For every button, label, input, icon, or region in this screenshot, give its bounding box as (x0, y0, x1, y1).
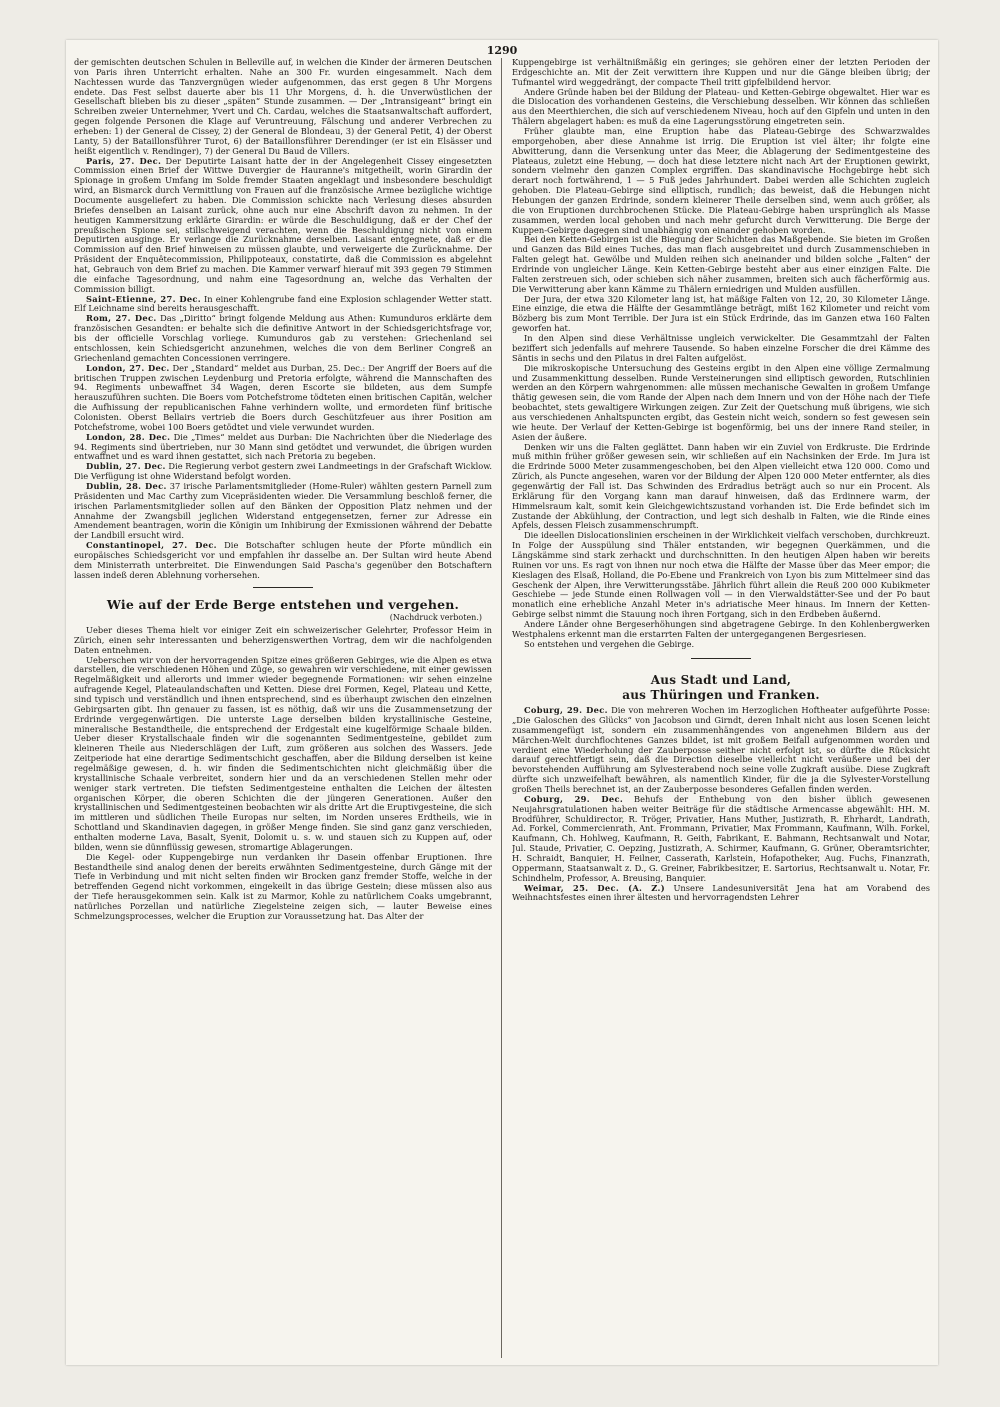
left-column (74, 58, 492, 1358)
article-paragraph: So entstehen und vergehen die Gebirge. (524, 638, 695, 649)
paragraph-text: Unsere Landesuniversität Jena hat am Vorabend des Weihnachtsfestes einen ihrer ältesten und hervorragendsten Lehrer (512, 882, 930, 903)
article-paragraph: Andere Länder ohne Bergeserhöhungen sind abgetragene Gebirge. In den Kohlenbergwerken Westphalens erkennt man die erstarrten Falten der untergegangenen Bergesriesen. (512, 618, 930, 639)
news-paragraph (74, 364, 492, 433)
article-paragraph: Früher glaubte man, eine Eruption habe das Plateau-Gebirge des Schwarzwaldes emporgehoben, aber diese Annahme ist irrig. Die Eruption ist viel älter; ihr folgte eine Abwitterung, dann die Versenkung unter das Meer, die Ablagerung der Sedimentgesteine des Plateaus, zuletzt eine Hebung, — doch hat diese letztere nicht nach Art der Eruptionen gewirkt, sondern vielmehr den ganzen Complex ergriffen. Das skandinavische Hochgebirge hebt sich derart noch fortwährend, 1 — 5 Fuß jedes Jahrhundert. Dabei werden alle Schichten zugleich gehoben. Die Plateau-Gebirge sind elliptisch, rundlich; das beweist, daß die Hebungen nicht Hebungen der ganzen Erdrinde, sondern kleinerer Theile derselben sind, wenn auch größer, als die von Eruptionen durchbrochenen Stücke. Die Plateau-Gebirge haben ursprünglich als Masse zusammen, werden local gehoben und nach mehr gefurcht durch Verwitterung. Die Berge der Kuppen-Gebirge dagegen sind unabhängig von einander gehoben worden. (512, 126, 930, 235)
article-paragraph: Andere Gründe haben bei der Bildung der Plateau- und Ketten-Gebirge obgewaltet. Hier war es die Dislocation des vorhandenen Gesteins, die Verschiebung desselben. Wir können das schließen aus den Meerthierchen, die sich auf verschiedenem Niveau, hoch auf den Gipfeln und unten in den Thälern abgelagert haben: es muß da eine Lagerungsstörung eingetreten sein. (512, 86, 930, 127)
paragraph-text: Behufs der Enthebung von den bisher üblich gewesenen Neujahrsgratulationen haben weiter Beiträge für die städtische Armencasse abgewählt: HH. M. Brodführer, Schuldirector, R. Tröger, Privatier, Hans Muther, Justizrath, R. Ehrhardt, Landrath, Ad. Forkel, Commercienrath, Ant. Frommann, Privatier, Max Frommann, Kaufmann, Wilh. Forkel, Kaufmann, Ch. Hohlweg, Kaufmann, R. Geith, Fabrikant, E. Bahmann, Rechtsanwalt und Notar, Jul. Staude, Privatier, C. Oepzing, Justizrath, A. Schirmer, Kaufmann, G. Grüner, Oberamtsrichter, H. Schraidt, Banquier, H. Feilner, Casserath, Karlstein, Hofapotheker, Aug. Fuchs, Finanzrath, Oppermann, Staatsanwalt z. D., G. Greiner, Fabrikbesitzer, E. Sartorius, Rechtsanwalt u. Notar, Fr. Schindhelm, Professor, A. Breusing, Banquier. (512, 793, 930, 883)
page-number: 1290 (486, 44, 518, 57)
article-body (74, 626, 492, 922)
newspaper-page (66, 40, 938, 1365)
news-paragraph (74, 58, 492, 157)
dateline: Constantinopel, 27. Dec. (86, 540, 217, 551)
article-paragraph: Die mikroskopische Untersuchung des Gesteins ergibt in den Alpen eine völlige Zermalmung und Zusammenkittung desselben. Runde Versteinerungen sind elliptisch geworden, Rutschlinien werden an den Körpern wahrgenommen: alle müssen mechanische Gewalten in großem Umfange thätig gewesen sein, die vom Rande der Alpen nach dem Innern und von der Höhe nach der Tiefe beobachtet, stets gewaltigere Wirkungen zeigen. Zur Zeit der Quetschung muß übrigens, wie sich aus verschiedenen Anhaltspuncten ergibt, das Gestein nicht weich, sondern so fest gewesen sein wie heute. Der Verlauf der Ketten-Gebirge ist bogenförmig, bei uns der innere Rand steiler, in Asien der äußere. (512, 362, 930, 442)
section-title: Aus Stadt und Land, (650, 672, 792, 687)
dateline: London, 27. Dec. (86, 362, 170, 373)
local-news-paragraph (512, 706, 930, 795)
news-paragraph (74, 314, 492, 363)
article-paragraph: Der Jura, der etwa 320 Kilometer lang ist, hat mäßige Falten von 12, 20, 30 Kilometer Länge. Eine einzige, die etwa die Hälfte der Gesammtlänge beträgt, mißt 162 Kilometer und reicht vom Bözberg bis zum Mont Terrible. Der Jura ist ein Stück Erdrinde, das im Ganzen etwa 160 Falten geworfen hat. (512, 293, 930, 334)
article-paragraph: Denken wir uns die Falten geglättet. Dann haben wir ein Zuviel von Erdkruste. Die Erdrinde muß mithin früher größer gewesen sein, wir schließen auf ein Nachsinken der Erde. Im Jura ist die Erdrinde 5000 Meter zusammengeschoben, bei den Alpen vielleicht etwa 120 000. Como und Zürich, als Puncte angesehen, waren vor der Bildung der Alpen 120 000 Meter entfernter, als dies gegenwärtig der Fall ist. Das Schwinden des Erdradius beträgt auch so nur ein Procent. Als Erklärung für den Vorgang kann man darauf hinweisen, daß das Erdinnere warm, der Himmelsraum kalt, somit kein Gleichgewichtszustand vorhanden ist. Die Erde befindet sich im Zustande der Abkühlung, der Contraction, und legt sich deshalb in Falten, wie die Rinde eines Apfels, dessen Fleisch zusammenschrumpft. (512, 441, 930, 531)
article-paragraph: In den Alpen sind diese Verhältnisse ungleich verwickelter. Die Gesammtzahl der Falten beziffert sich jedenfalls auf mehrere Tausende. So haben einzelne Forscher die drei Kämme des Säntis in sechs und den Pilatus in drei Falten aufgelöst. (512, 333, 930, 363)
local-news-paragraph (512, 795, 930, 884)
article-paragraph: Ueberschen wir von der hervorragenden Spitze eines größeren Gebirges, wie die Alpen es etwa darstellen, die verschiedenen Höhen und Züge, so gewahren wir verschiedene, mit einer gewissen Regelmäßigkeit und allerorts und immer wieder begegnende Formationen: wir sehen einzelne aufragende Kegel, Plateaulandschaften und Ketten. Diese drei Formen, Kegel, Plateau und Kette, sind typisch und verständlich und ihnen entsprechend, sind es überhaupt zwischen den einzelnen Gebirgsarten gibt. Ihn genauer zu fassen, ist es nöthig, daß wir uns die Zusammensetzung der Erdrinde vergegenwärtigen. Die unterste Lage derselben bilden krystallinische Gesteine, mineralische Bestandtheile, die entsprechend der Erdgestalt eine kugelförmige Schaale bilden. Ueber dieser Krystallschaale finden wir die sogenannten Sedimentgesteine, gebildet zum kleineren Theile aus Niederschlägen der Luft, zum größeren aus solchen des Wassers. Jede Zeitperiode hat eine derartige Sedimentschicht geschaffen, aber die Bildung derselben ist keine regelmäßige gewesen, d. h. wir finden die Sedimentschichten nicht gleichmäßig über die krystallinische Schaale verbreitet, sondern hier und da an verschiedenen Stellen mehr oder weniger stark vertreten. Die tiefsten Sedimentgesteine enthalten die Leichen der ältesten organischen Körper, die oberen Schichten die der jüngeren Generationen. Außer den krystallinischen und Sedimentgesteinen beobachten wir als dritte Art die Eruptivgesteine, die sich im mittleren und südlichen Theile Europas nur selten, im Norden unseres Erdtheils, wie in Schottland und Skandinavien dagegen, in größer Menge finden. Sie sind ganz ganz verschieden, enthalten moderne Lava, Basalt, Syenit, Dolomit u. s. w. und stauen sich zu Kuppen auf, oder bilden, wenn sie dünnflüssig gewesen, stromartige Ablagerungen. (74, 654, 492, 852)
paragraph-text: Die „Times“ meldet aus Durban: Die Nachrichten über die Niederlage des 94. Regiments sind übertrieben, nur 30 Mann sind getödtet und verwundet, die übrigen wurden entwaffnet und es ward ihnen gestattet, sich nach Pretoria zu begeben. (74, 431, 492, 462)
paragraph-text: In einer Kohlengrube fand eine Explosion schlagender Wetter statt. Elf Leichname sind bereits herausgeschafft. (74, 293, 492, 314)
column-divider (501, 58, 502, 1358)
paragraph-text: der gemischten deutschen Schulen in Belleville auf, in welchen die Kinder der ärmeren Deutschen von Paris ihren Unterricht erhalten. Nahe an 300 Fr. wurden eingesammelt. Nach dem Nachtessen wurde das Tanzvergnügen wieder aufgenommen, das erst gegen 8 Uhr Morgens endete. Das Fest selbst dauerte aber bis 11 Uhr Morgens, d. h. die Unverwüstlichen der Gesellschaft blieben bis zu dieser „späten“ Stunde zusammen. — Der „Intransigeant“ bringt ein Schreiben zweier Unternehmer, Yvert und Ch. Cardau, welches die Staatsanwaltschaft auffordert, gegen folgende Personen die Klage auf Veruntreuung, Fälschung und anderer Verbrechen zu erheben: 1) der General de Cissey, 2) der General de Blondeau, 3) der General Petit, 4) der Oberst Lanty, 5) der Bataillonsführer Turot, 6) der Bataillonsführer Derendinger (er ist ein Elsässer und heißt eigentlich v. Rendinger), 7) der General Du Baud de Villers. (74, 58, 492, 156)
dateline: London, 28. Dec. (86, 431, 171, 442)
paragraph-text: 37 irische Parlamentsmitglieder (Home-Ruler) wählten gestern Parnell zum Präsidenten und Mac Carthy zum Vicepräsidenten wieder. Die Versammlung beschloß ferner, die irischen Parlamentsmitglieder sollen auf den Bänken der Opposition Platz nehmen und der Annahme der Zwangsbill jeglichen Widerstand entgegensetzen, ferner zur Adresse ein Amendement beantragen, worin die Königin um Inhibirung der Exmissionen während der Debatte der Landbill ersucht wird. (74, 480, 492, 541)
news-paragraph (74, 295, 492, 315)
news-paragraph (74, 433, 492, 463)
dateline: Paris, 27. Dec. (86, 155, 162, 166)
paragraph-text: Die Regierung verbot gestern zwei Landmeetings in der Grafschaft Wicklow. Die Verfügung ist ohne Widerstand befolgt worden. (74, 461, 492, 482)
news-paragraph (74, 482, 492, 541)
article-paragraph: Die ideellen Dislocationslinien erscheinen in der Wirklichkeit vielfach verschoben, durchkreuzt. In Folge der Ausspülung sind Thäler entstanden, wir begegnen Querkämmen, und die Längskämme sind stark zerhackt und durchschnitten. In den heutigen Alpen haben wir bereits Ruinen vor uns. Es ragt von ihnen nur noch etwa die Hälfte der Masse über das Meer empor; die Kieslagen des Elsaß, Holland, die Po-Ebene und Frankreich von Lyon bis zum Mittelmeer sind das Geschenk der Alpen, ihre Verwitterungsstäbe. Jährlich führt allein die Reuß 200 000 Kubikmeter Geschiebe — jede Stunde einen Rollwagen voll — in den Vierwaldstätter-See und der Po baut monatlich eine erhebliche Anzahl Meter in's adriatische Meer hinaus. Im Innern der Ketten-Gebirge selbst nimmt die Stauung noch ihren Fortgang, sich in den Erdbeben äußernd. (512, 530, 930, 620)
article-paragraph: Die Kegel- oder Kuppengebirge nun verdanken ihr Dasein offenbar Eruptionen. Ihre Bestandtheile sind analog denen der bereits erwähnten Sedimentgesteine, durch Gänge mit der Tiefe in Verbindung und mit nicht selten finden wir Brocken ganz fremder Stoffe, welche in der betreffenden Gegend nicht vorkommen, eingekeilt in das übrige Gestein; diese müssen also aus der Tiefe herausgekommen sein. Kalk ist zu Marmor, Kohle zu natürlichem Coaks umgebrannt, natürliches Porzellan und natürliche Ziegelsteine zeigen sich, — lauter Beweise eines Schmelzungsprocesses, welcher die Eruption zur Voraussetzung hat. Das Alter der (74, 851, 492, 921)
article-paragraph: Ueber dieses Thema hielt vor einiger Zeit ein schweizerischer Gelehrter, Professor Heim in Zürich, einen sehr interessanten und beherzigenswerthen Vortrag, dem wir die nachfolgenden Daten entnehmen. (74, 624, 492, 655)
dateline: Coburg, 29. Dec. (524, 705, 608, 716)
section-subtitle: aus Thüringen und Franken. (622, 687, 820, 702)
dateline: Dublin, 27. Dec. (86, 461, 166, 472)
article-body-continued (512, 58, 930, 650)
paragraph-text: Die von mehreren Wochen im Herzoglichen Hoftheater aufgeführte Posse: „Die Galoschen des Glücks“ von Jacobson und Girndt, deren Inhalt nicht aus losen Scenen leicht zusammengefügt ist, sondern ein zusammenhängendes von angenehmen Bildern aus der Märchen-Welt durchflochtenes Ganzes bildet, ist mit großem Beifall aufgenommen worden und verdient eine Wiederholung der Zauberposse seither nicht erfolgt ist, so dürfte die Rücksicht darauf gerechtfertigt sein, daß die Direction dieselbe vielleicht nicht veräußere und bei der bevorstehenden Aufführung am Sylvesterabend noch seine volle Zugkraft ausübe. Diese Zugkraft dürfte sich unzweifelhaft bewähren, als namentlich Kinder, für die ja die Sylvester-Vorstellung großen Theils berechnet ist, an der Zauberposse besonderes Gefallen finden werden. (512, 705, 930, 794)
paragraph-text: Das „Diritto“ bringt folgende Meldung aus Athen: Kumunduros erklärte dem französischen Gesandten: er behalte sich die definitive Antwort in der Schiedsgerichtsfrage vor, bis der officielle Vorschlag vorliege. Kumunduros gab zu verstehen: Griechenland sei entschlossen, kein Schiedsgericht anzunehmen, welches die von dem Berliner Congreß an Griechenland gemachten Concessionen verringere. (74, 313, 492, 363)
local-news-section (512, 706, 930, 903)
article-paragraph: Bei den Ketten-Gebirgen ist die Biegung der Schichten das Maßgebende. Sie bieten im Großen und Ganzen das Bild eines Tuches, das man flach ausgebreitet und durch Zusammenschieben in Falten gelegt hat. Gewölbe und Mulden reihen sich aneinander und bilden solche „Falten“ der Erdrinde von ungleicher Länge. Kein Ketten-Gebirge besteht aber aus einer einzigen Falte. Die Falten zerstreuen sich, oder schieben sich näher zusammen, breiten sich auch fächerförmig aus. Die Verwitterung aber kann Kämme zu Thälern erniedrigen und Mulden ausfüllen. (512, 234, 930, 294)
paragraph-text: Die Botschafter schlugen heute der Pforte mündlich ein europäisches Schiedsgericht vor und empfahlen ihr dasselbe an. Der Sultan wird heute Abend dem Ministerrath unterbreitet. Die Einwendungen Said Pascha's gegenüber den Botschaftern lassen indeß deren Ablehnung vorhersehen. (74, 540, 492, 580)
article-title: Wie auf der Erde Berge entstehen und vergehen. (106, 596, 460, 612)
news-section (74, 58, 492, 581)
article-divider (691, 658, 751, 659)
dateline: Dublin, 28. Dec. (86, 480, 167, 491)
news-paragraph (74, 541, 492, 580)
news-paragraph (74, 157, 492, 295)
paragraph-text: Der Deputirte Laisant hatte der in der Angelegenheit Cissey eingesetzten Commission einen Brief der Wittwe Duvergier de Hauranne's mitgetheilt, worin Girardin der Spionage in großem Umfang im Solde fremder Staaten angeklagt und insbesondere beschuldigt wird, an Bismarck durch Vermittlung von Frauen auf die französische Armee bezügliche wichtige Documente ausgeliefert zu haben. Die Commission schickte nach Verlesung dieses absurden Briefes denselben an Laisant zurück, ohne auch nur eine Abschrift davon zu nehmen. In der heutigen Kammersitzung erklärte Girardin: er würde die Beschuldigung, daß er der Chef der preußischen Spione sei, stillschweigend verachten, wenn die Beschuldigung nicht von einem Deputirten ausginge. Er verlange die Zurücknahme derselben. Laisant entgegnete, daß er die Commission auf den Brief hinweisen zu müssen glaubte, und verweigerte die Zurücknahme. Der Präsident der Enquêtecommission, Philippoteaux, constatirte, daß die Commission es abgelehnt hat, Gebrauch von dem Brief zu machen. Die Kammer verwarf hierauf mit 393 gegen 79 Stimmen die einfache Tagesordnung, und nahm eine Tagesordnung an, welche das Verhalten der Commission billigt. (74, 155, 492, 294)
dateline: Rom, 27. Dec. (86, 313, 157, 324)
right-column (512, 58, 930, 1358)
news-paragraph (74, 462, 492, 482)
dateline: Coburg, 29. Dec. (524, 793, 624, 804)
dateline: Saint-Etienne, 27. Dec. (86, 293, 201, 304)
article-paragraph: Kuppengebirge ist verhältnißmäßig ein geringes; sie gehören einer der letzten Perioden der Erdgeschichte an. Mit der Zeit verwittern ihre Kuppen und nur die Gänge bleiben übrig; der Tufmantel wird weggedrängt, der compacte Theil tritt gipfelbildend hervor. (512, 58, 930, 87)
local-news-paragraph (512, 884, 930, 904)
article-divider (253, 587, 313, 588)
paragraph-text: Der „Standard“ meldet aus Durban, 25. Dec.: Der Angriff der Boers auf die britischen Truppen zwischen Leydenburg und Pretoria erfolgte, während die Mannschaften des 94. Regiments unbewaffnet 34 Wagen, deren Escorte sie bildeten, aus dem Sumpfe herauszuführen suchten. Die Boers vom Potchefstrome tödteten einen britischen Capitän, welcher die Aufhissung der republicanischen Fahne verhindern wollte, und ermordeten fünf britische Colonisten. Oberst Bellairs vertrieb die Boers durch Geschützfeuer aus ihrer Position am Potchefstrome, wobei 100 Boers getödtet und viele verwundet wurden. (74, 362, 492, 432)
reprint-note: (Nachdruck verboten.) (389, 613, 482, 623)
dateline: Weimar, 25. Dec. (A. Z.) (524, 882, 665, 893)
